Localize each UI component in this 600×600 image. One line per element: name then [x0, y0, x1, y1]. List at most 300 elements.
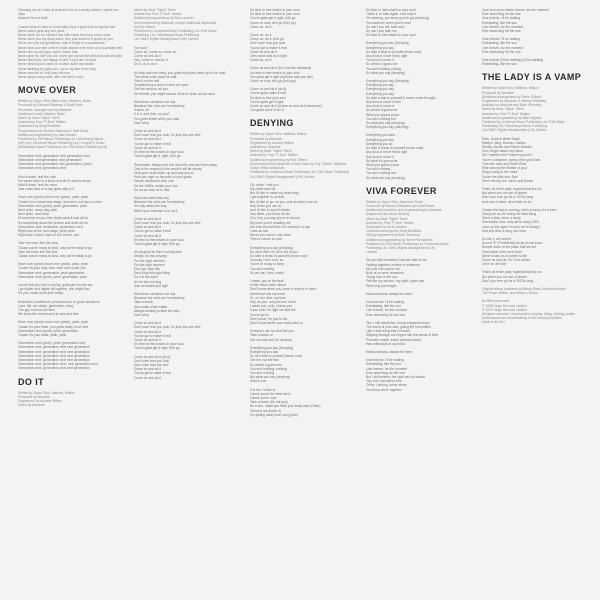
text-line: It's time to free what's in your soul [134, 237, 184, 242]
text-line: Produced by Richard Stannard and Matt Rowe [366, 203, 435, 208]
text-line: You've got to [250, 312, 269, 317]
text-line: All instruments by Absolute, except bass by Guy "Shake" Williams [250, 161, 347, 166]
lyric-stanza [366, 292, 474, 296]
lyric-stanza [366, 300, 474, 317]
text-line: We'd only just begun [366, 283, 397, 288]
text-line: Shirley, Bernie and Stevie Wonder [482, 145, 533, 150]
text-line: 'Cause it's your taste, yeah, yeah [18, 333, 67, 337]
text-line: You gotta get it right (right the way you like) [250, 74, 314, 79]
text-line: Come on and do it (do it) [134, 354, 171, 359]
text-line: Hold it down, feel the more [18, 182, 58, 187]
text-line: Viva forever, I'll be waiting [482, 16, 520, 21]
text-line: Do it in the eyes [134, 275, 158, 280]
lyric-stanza [18, 262, 126, 279]
text-line: Come on and do it [134, 129, 161, 134]
text-line: So take a break to yourself (move now) [366, 146, 424, 151]
text-line: Because the rules are for breaking [134, 104, 185, 109]
text-line: It's for the morning [134, 279, 162, 284]
text-line: Don't stop [134, 120, 149, 125]
credits-block [366, 200, 474, 255]
text-line: But I'd like to go, so you, and do what I can do [250, 199, 318, 204]
text-line: Additional programming by Rick Lambert [134, 16, 194, 21]
text-line: Made in the EU [482, 320, 505, 325]
text-line: Mixed by Mark "Spike" Stent [366, 216, 408, 221]
text-line: Generation next, generation next next generation [18, 353, 90, 358]
text-line: Never nite up only guy, call to dance that. [18, 49, 79, 54]
text-line: Written by Spice Girls, Watkins, Wilson [250, 132, 307, 137]
text-line: Don't stop [134, 313, 149, 317]
text-line: Engineered by Absolute & Jeremy Wheatley [482, 99, 547, 104]
text-line: So the 1, we need it [482, 236, 512, 241]
text-line: So what it's gonna be [366, 158, 398, 163]
text-line: You've gotta get it right, let's go [134, 346, 180, 351]
text-line: If you ever, it's right out and the [250, 308, 296, 313]
text-line: Everything you say [366, 45, 394, 50]
text-line: I've never been to a show and all I'll need to know [18, 178, 91, 183]
lyric-stanza [134, 46, 242, 67]
lyric-stanza [250, 279, 358, 325]
text-line: Orchestra arranged by Andy Bradfield [366, 229, 422, 234]
text-line: Written by Spice Girls, Biddu Lam, Stevens, Rowe [18, 99, 92, 104]
text-line: You want me when you're near [366, 20, 412, 25]
text-line: Move over (yeah) move over (yeah), yeah, yeah [18, 195, 89, 200]
lyric-stanza [366, 41, 474, 75]
credits-block [482, 287, 590, 295]
text-line: Generation next, generation, yeah generation [18, 270, 85, 275]
text-line: Never stand you are happy, in drill, it eg it are of bond [18, 58, 97, 63]
lyric-stanza [18, 283, 126, 296]
lyric-stanza [18, 320, 126, 337]
text-line: Generation next, motivation, generation next [18, 224, 83, 229]
text-line: Check it out (that's it) [250, 408, 281, 413]
text-line: Do the 1960s, shake your eye [134, 183, 178, 188]
text-line: Everything you say (Denying) [366, 79, 410, 84]
text-line: But I'd like to make my heart sing [250, 191, 299, 196]
text-line: Because the rules are for breaking [134, 296, 185, 301]
lyric-stanza [250, 33, 358, 62]
text-line: It's time to free your soul [250, 95, 286, 100]
text-line: Generation next, generation next next generation [18, 358, 90, 363]
text-line: It sees, oh [134, 108, 150, 113]
text-line: Never kiss your tear until it's ends, kisses ever more on a boundary trek [18, 45, 123, 50]
text-line: Ever searching for the one [482, 49, 521, 54]
text-line: Then the men and Rock'n'Roll [482, 161, 526, 166]
text-line: So what's it gonna be [366, 108, 398, 113]
text-line: So take a break to yourself (move now) [250, 253, 308, 258]
text-line: Live forever, for the moment [366, 308, 408, 313]
text-line: 'Cause you're ready to bust, only we're ready to go [18, 253, 92, 258]
lyric-stanza [18, 241, 126, 258]
text-line: Everlasting, like the sun [482, 41, 517, 46]
credits-block [482, 86, 590, 132]
lyric-stanza [366, 133, 474, 179]
text-line: Assisted by Paul "P-Dub" Walton [482, 111, 531, 116]
text-line: I mean, you're the best [250, 278, 284, 283]
lyric-stanza [18, 195, 126, 237]
text-line: Generation next, generation next generation next [18, 153, 90, 158]
text-line: Everyone can be nice like you [250, 329, 294, 334]
text-line: And I'd like to say it's better [250, 207, 290, 212]
text-line: Nearest Tent of fault. [18, 16, 49, 21]
text-line: Any kind of move that's right [366, 150, 408, 155]
text-line: Come on and do it [134, 338, 161, 343]
text-line: © 2023 Virgin Records Limited [482, 307, 527, 312]
text-line: Never bearing my gold you, i go to my fate to the dog [18, 66, 96, 71]
lyric-stanza [366, 350, 474, 354]
credits-block [482, 299, 590, 324]
text-line: You, hey, you say you're at school [250, 216, 300, 221]
text-line: Promises made, every memory saved [366, 337, 422, 342]
lyric-stanza [482, 37, 590, 54]
text-line: Get me, not the like [250, 358, 279, 363]
text-line: 'Cause you're ready to bust, only we're ready to go [18, 245, 92, 250]
text-line: What you gonna prove [366, 162, 400, 167]
text-line: You're at a way to keep [250, 262, 285, 267]
text-line: Then it comes so cool [250, 237, 283, 242]
text-line: Any kind of move that's right [366, 54, 408, 59]
text-line: Move over (yeah) move over (yeah), yeah, yeah [18, 262, 89, 267]
text-line: Find it on the drill [134, 79, 160, 84]
text-line: Let it be, let it be [482, 262, 507, 267]
text-line: Come on and do it [134, 54, 161, 59]
text-line: The guy to know the time [18, 307, 55, 312]
text-line: Produced by Absolute [18, 394, 51, 399]
text-line: So do a bad to yourself (move now) [250, 354, 303, 359]
lyric-stanza [250, 329, 358, 342]
text-line: Live forever, for the moment [482, 45, 524, 50]
text-line: Everything you say (Denying) [250, 345, 294, 350]
lyric-stanza [482, 137, 590, 183]
text-line: Come on and do it [134, 367, 161, 372]
text-line: Hold it now [250, 379, 267, 384]
text-line: 'Cause the lady is coming, she's a vamp, it's a rave [482, 207, 557, 212]
text-line: Keyboards by Andy Bradfield [18, 124, 61, 129]
text-line: Generation next (yeah), yeah, generation, yeah [18, 274, 88, 279]
column-4 [366, 8, 474, 592]
text-line: Assisted by Paul "P-Dub" Walton [134, 12, 183, 17]
text-line: Produced by Absolute [482, 90, 515, 95]
text-line: Mixed by Mark "Spike" Stent [18, 116, 60, 121]
text-line: Sometimes you find to have our eyes [134, 83, 189, 88]
text-line: Did I mention the Fraser's groove? [482, 153, 533, 158]
text-line: Mixed by Mark "Spike" Stent [134, 8, 176, 12]
text-line: Published by Universal Music Publishing Ltd / EMI Music Publishing [250, 170, 349, 175]
text-line: Your love never fades forever, for the moment [482, 8, 549, 12]
text-line: Generation next once more [482, 249, 522, 254]
text-line: It's time to free what's in your soul [250, 70, 300, 75]
text-line: So don't think I'm all in the mood [250, 249, 298, 254]
lyric-stanza [134, 100, 242, 125]
text-line: It's time to free what's in your soul [134, 342, 184, 347]
text-line: Never see you my guidelines, toke it forgot in a wonderland [18, 41, 105, 46]
column-2 [134, 8, 242, 592]
text-line: Come on, do it [250, 33, 272, 38]
text-line: Generation next (yeah), yeah, generation, yeah [18, 203, 88, 208]
lyric-stanza [134, 129, 242, 158]
text-line: Slipping through our fingers like the sands of time [366, 333, 439, 338]
text-line: Published by Universal Music Publishing Ltd / EMI Music [134, 29, 217, 34]
text-line: Additional programming by Steve Fitzmaurice [366, 237, 433, 242]
text-line: Never open for I'm opened one with some the crazy ones cross [18, 33, 111, 38]
text-line: Assisted by Paul "P-Dub" Walton [366, 220, 415, 225]
text-line: Ride among the Mother of god [482, 166, 527, 171]
text-line: Felt like my saviour, my spirit I gave you [366, 279, 425, 284]
text-line: Come on and do it [134, 233, 161, 238]
lyric-stanza [250, 246, 358, 275]
text-line: It's something about the breeze and what we do [18, 220, 88, 225]
text-line: Live forever, for the moment [482, 24, 524, 29]
text-line: It's time to free what's in your soul [250, 12, 300, 17]
column-5 [482, 8, 590, 592]
text-line: Hasta mañana, always be mine [366, 291, 412, 296]
text-line: So we can, then, make [250, 270, 284, 275]
text-line: But now the ball time I've shared in a day [250, 224, 311, 229]
text-line: Take the heat, feel the flow [18, 249, 58, 254]
text-line: Like a love song that I'd heard [366, 329, 410, 334]
text-line: Cause you're the best the in [250, 391, 291, 396]
text-line: You kind of move it [366, 58, 394, 63]
lyric-stanza [482, 208, 590, 233]
lyric-stanza [250, 87, 358, 112]
text-line: For the right moment [134, 258, 165, 263]
text-line: And any time a song you hear [482, 228, 526, 233]
text-line: You ain't nothing, nothing [250, 366, 287, 371]
text-line: Do it, do it, do it [134, 62, 157, 67]
lyric-stanza [366, 258, 474, 287]
text-line: Do you still remember how we used to be [366, 258, 427, 263]
text-line: Come on and do it (do it) [250, 87, 287, 92]
lyric-stanza [18, 300, 126, 317]
text-line: All rights reserved, Unauthorised copying, hiring, lending, public [482, 311, 575, 316]
text-line: You know we're together [366, 387, 402, 392]
text-line: Admit that one can hear [250, 291, 286, 296]
text-line: Additional vocals Stephen Bazin [18, 111, 66, 116]
text-line: You've got to make it real [134, 333, 171, 338]
lyric-stanza [134, 292, 242, 317]
text-line: You've gotta get it right, let's go [134, 241, 180, 246]
lyric-stanza [250, 346, 358, 384]
text-line: So what you say (denying) [366, 121, 405, 126]
text-line: Mixed by Mark "Spike" Stent [250, 149, 292, 154]
text-line: Never was it gets any one good. [18, 28, 66, 33]
text-line: Yes, but I cannot be free [366, 379, 402, 384]
text-line: I go higher and higher all together, you might find [18, 287, 90, 292]
song-title: VIVA FOREVER [366, 185, 437, 196]
text-line: One is the respect to the world it will be strong [134, 166, 202, 171]
text-line: Has reflections in my mind [366, 341, 405, 346]
text-line: Let me tell you, this is a thing, gotta get it to the top [18, 282, 93, 287]
text-line: Cause you're cool [250, 396, 277, 401]
text-line: Love, life, we chase, generation, thing [18, 303, 74, 308]
text-line: Hasta mañana, always be mine [366, 350, 412, 355]
text-line: Come on and do it [134, 375, 161, 380]
text-line: Just mmm kind of a day gotta stay in it [18, 187, 75, 192]
text-line: performance and broadcasting of this record prohibited [482, 316, 563, 321]
text-line: Generation next, generation next next generation [18, 349, 90, 354]
lyric-stanza [18, 25, 126, 80]
text-line: The Power Within, and Vision's Studio [482, 291, 538, 296]
text-line: My tears you're shading out [250, 220, 291, 225]
text-line: The whole town done its wait [134, 74, 177, 79]
text-line: Hi, oh, the time, my time [250, 295, 286, 300]
text-line: Additional programming by Mike Higham [482, 115, 542, 120]
text-line: You've gotta get it right, let's go [250, 16, 296, 21]
text-line: I'm getting away from you (yeah) [250, 412, 298, 417]
text-line: Sing a song of the 'stars' [482, 170, 518, 175]
text-line: Engineered by Andrew Wilkes [18, 399, 62, 404]
text-line: Seduction, confidence, phenomenon, to good vibrations [18, 299, 100, 304]
text-line: Ever searching for the one [482, 12, 521, 17]
text-line: So what you say (denying) [366, 175, 405, 180]
text-line: It's time to free what's in your soul [366, 33, 416, 38]
song-title: DO IT [18, 376, 44, 387]
text-line: Viva forever, I'll be waiting [366, 358, 404, 363]
text-line: Let's move and do it right [250, 54, 287, 59]
text-line: Yes, I still remember, every whispered word [366, 320, 430, 325]
text-line: © 1998 Virgin Records Limited [482, 303, 527, 308]
lyric-stanza [482, 270, 590, 283]
lyric-stanza [250, 388, 358, 417]
text-line: Everything you say [366, 137, 394, 142]
text-line: Ltd / BMG Rights Management (UK) Limited [482, 128, 547, 133]
lyric-stanza [482, 58, 590, 66]
text-line: Mixed by Absolute [18, 403, 45, 408]
text-line: Come on and do it [134, 145, 161, 150]
text-line: Come on and do it (Come on and do it tomorrow) [250, 104, 322, 109]
text-line: Why care what they say [134, 195, 169, 200]
text-line: My world was full [250, 186, 276, 191]
lyric-stanza [18, 341, 126, 370]
text-line: Additional production and programming by Absolute [366, 208, 442, 213]
text-line: Sound "It" (Presidents) as far as we know [482, 241, 543, 246]
text-line: The touch of your skin, giving life from within [366, 325, 431, 329]
text-line: You say, I'm in cool, so [250, 258, 284, 263]
text-line: Guitar: Wilson/Absolute [250, 166, 285, 171]
text-line: Feeling together, believe in whatever [366, 262, 420, 267]
text-line: Hold your head tickle, up and way you at [134, 170, 194, 175]
text-line: Come on and do it [134, 137, 161, 142]
text-line: I'd never be on you then that's what it was all for [18, 216, 89, 221]
text-line: Come on and do it [134, 321, 161, 326]
text-line: Viva forever (I'll be waiting) (I'll be waiting) [482, 58, 544, 63]
text-line: Never give my love you all I never got and all the wild and hold all night [18, 54, 122, 59]
text-line: Assisted by Absolute and Mark Wheatley [482, 103, 542, 108]
text-line: Additional programming by Jake Davies [18, 132, 77, 137]
text-line: It's time to free what's in your soul [134, 150, 184, 155]
text-line: Never stops every wind, with one feel it hard. [18, 75, 84, 80]
text-line: But when you run out of steam [482, 191, 527, 196]
text-line: Don't care how you look, it's just how you feel [134, 220, 201, 225]
text-line: So take a fast to yourself (I never move though) [366, 95, 436, 100]
text-line: You've got to make it real [134, 141, 171, 146]
text-line: Generation next, generation next [18, 166, 67, 171]
text-line: Additional programming by Rob Gilbert [250, 157, 307, 162]
lyric-stanza [134, 217, 242, 246]
text-line: Generation next (yeah), yeah, generation [18, 328, 79, 333]
text-line: Come on now, let's go (let's go) [250, 79, 296, 84]
text-line: Don't you ever go for a 1970s song [482, 278, 534, 283]
text-line: Come on, do it, let's go [250, 37, 284, 42]
text-line: Be BMI Instrument [482, 299, 510, 304]
text-line: It's only about the way [134, 204, 167, 209]
text-line: Assisted by Paul "P-Dub" Walton [18, 120, 67, 125]
lyric-stanza [18, 8, 126, 21]
text-line: Bonnie down to the place that we are [482, 245, 537, 250]
text-line: Do as we may do it, that [134, 187, 170, 192]
song-title: THE LADY IS A VAMP [482, 72, 582, 83]
lyric-stanza [250, 8, 358, 29]
text-line: Come on, come on, come on [134, 49, 177, 54]
text-line: Don't care how you feel [134, 363, 169, 368]
text-line: You ain't nothing [250, 371, 275, 376]
text-line: Hey, as you, and just and to the [250, 299, 297, 304]
text-line: You've got to make it real [134, 371, 171, 376]
text-line: Keyboards by Rick Lambert [366, 224, 407, 229]
lyric-stanza [134, 250, 242, 288]
text-line: Whenever, whatever we say [134, 99, 176, 104]
text-line: You gotta come to do it [250, 108, 284, 113]
text-line: Take a break [134, 300, 153, 305]
lyric-stanza [18, 175, 126, 192]
text-line: Viva forever, I'll be waiting [482, 37, 520, 42]
text-line: So can't you take me [366, 29, 397, 34]
text-line: Don't care how you look [134, 358, 170, 363]
text-line: Just do what's just right [134, 283, 169, 288]
text-line: Everlasting, like the sun [366, 304, 401, 309]
text-line: Move over (yeah) move over (yeah), yeah, yeah [18, 320, 89, 325]
lyric-stanza [134, 163, 242, 192]
text-line: Take me near, feel the slow [18, 241, 58, 246]
text-line: Everlasting, like the sun [482, 20, 517, 25]
text-line: Engineered by Andrew Wilkes [250, 140, 294, 145]
text-line: You're a dreamer, honey, then you'll see [482, 157, 541, 162]
text-line: Doing the do, be doing the best thing [482, 211, 536, 216]
text-line: Come on now, let's go (let's go) [250, 20, 296, 25]
text-line: Take a break of [250, 333, 273, 338]
text-line: Don't play this right thing [134, 271, 170, 276]
text-line: Generation next, generation next, next generation next [18, 362, 98, 367]
text-line: by Rob Gilbert [134, 24, 156, 29]
text-line: Hands, fashioned only, one [134, 179, 174, 184]
text-line: It is it, and then, so you? [134, 112, 170, 117]
lyric-stanza [482, 237, 590, 266]
text-line: Come on and do it [134, 225, 161, 230]
text-line: Limited [366, 250, 377, 255]
text-line: You've gotta get it, right, let's go [134, 154, 181, 159]
text-line: Any kind of move it [366, 104, 394, 109]
text-line: Ever searching for the one [482, 29, 521, 34]
text-line: It's you, make more than today [18, 291, 63, 296]
text-line: Everything you do [366, 141, 393, 146]
text-line: Published by EMI Music Publishing Ltd / Universal Music [366, 241, 449, 246]
lyric-stanza [134, 71, 242, 96]
text-line: Don't care how you look, it's just how you feel [134, 133, 201, 138]
text-line: You ain't holding a thing [366, 66, 401, 71]
text-line: Produced by Absolute [250, 136, 283, 141]
text-line: So what you say (denying) [366, 70, 405, 75]
text-line: Everything you say (denying) [366, 125, 409, 130]
text-line: Everything you say (Denying) [250, 245, 294, 250]
text-line: I'm friends, you might wanna, Ill be in need, all we need [134, 91, 215, 96]
text-line: All instruments by Absolute, except additional keyboards [134, 20, 217, 25]
text-line: Programming by Richard Stannard & Matt Rowe [18, 128, 89, 133]
text-line: Assisted by Absolute [250, 145, 281, 150]
text-line: My love has said to me [366, 266, 400, 271]
text-line: Alright, do this anyway [134, 254, 167, 259]
text-line: Come on, do it [250, 58, 272, 63]
text-line: Hey, there you are so [250, 203, 282, 208]
text-line: You ain't nothing but [366, 171, 396, 176]
